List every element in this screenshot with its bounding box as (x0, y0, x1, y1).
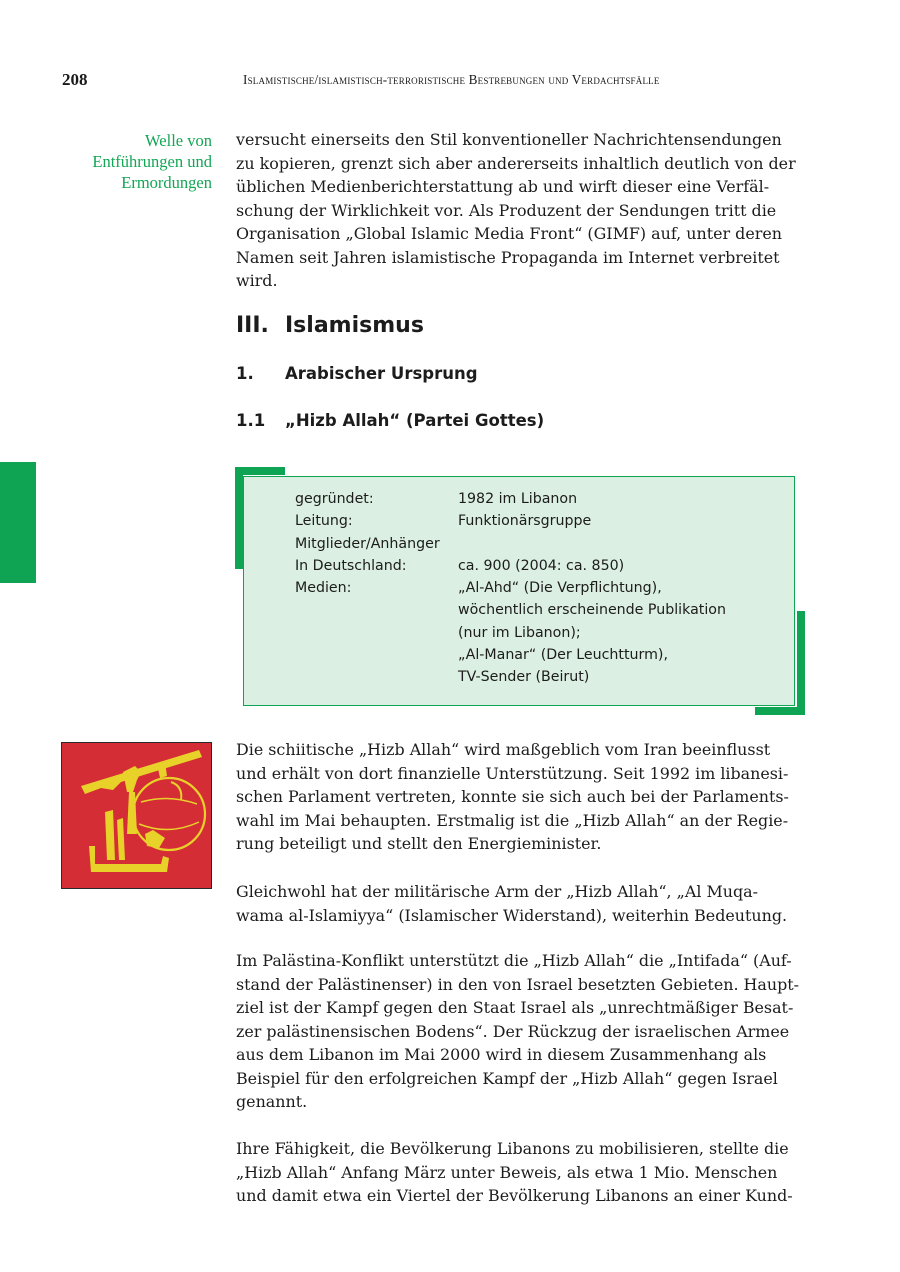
text-line: Beispiel für den erfolgreichen Kampf der „Hizb Allah“ gegen Israel (236, 1068, 778, 1088)
subsubsection-number: 1.1 (236, 411, 266, 430)
fact-table (295, 488, 726, 689)
box-corner-accent (235, 467, 243, 569)
text-line: aus dem Libanon im Mai 2000 wird in diesem Zusammenhang als (236, 1045, 767, 1064)
text-line: ziel ist der Kampf gegen den Staat Israel als „unrechtmäßiger Besat- (236, 998, 794, 1017)
fact-row (295, 533, 726, 555)
fact-row (295, 488, 726, 510)
text-line: zer palästinensischen Bodens“. Der Rückzug der israelischen Armee (236, 1021, 790, 1041)
fact-row (295, 555, 726, 577)
subsubsection-title: „Hizb Allah“ (Partei Gottes) (285, 411, 545, 430)
fact-value-line: „Al-Manar“ (Der Leuchtturm), (458, 647, 668, 664)
fact-value-line: (nur im Libanon); (458, 624, 581, 641)
subsubsection-heading (236, 411, 544, 430)
text-line: wird. (236, 271, 278, 290)
text-line: Gleichwohl hat der militärische Arm der „Hizb Allah“, „Al Muqa- (236, 882, 759, 901)
text-line: üblichen Medienberichterstattung ab und wirft dieser eine Verfäl- (236, 177, 770, 196)
page-number: 208 (62, 70, 88, 89)
text-line: schung der Wirklichkeit vor. Als Produzent der Sendungen tritt die (236, 200, 777, 220)
subsection-heading (236, 364, 478, 383)
fact-label: gegründet: (295, 491, 374, 507)
fact-label: Leitung: (295, 513, 353, 530)
fact-value (458, 555, 624, 577)
margin-note (92, 130, 212, 193)
text-line: Ihre Fähigkeit, die Bevölkerung Libanons zu mobilisieren, stellte die (236, 1139, 789, 1158)
hizb-allah-flag-logo (61, 742, 212, 889)
text-line: wama al-Islamiyya“ (Islamischer Widerstand), weiterhin Bedeutung. (236, 905, 788, 925)
text-line: „Hizb Allah“ Anfang März unter Beweis, als etwa 1 Mio. Menschen (236, 1162, 778, 1182)
text-line: versucht einerseits den Stil konventioneller Nachrichtensendungen (236, 130, 782, 149)
section-heading (236, 313, 424, 338)
running-header: Islamistische/islamistisch-terroristische Bestrebungen und Verdachtsfälle (243, 72, 660, 87)
subsection-number: 1. (236, 364, 254, 383)
text-line: und erhält von dort finanzielle Unterstützung. Seit 1992 im libanesi- (236, 763, 789, 783)
fact-row (295, 510, 726, 532)
body-paragraph (236, 880, 811, 927)
fact-value-line: Funktionärsgruppe (458, 513, 592, 530)
fact-value (458, 488, 577, 510)
text-line: Namen seit Jahren islamistische Propaganda im Internet verbreitet (236, 247, 780, 267)
text-line: schen Parlament vertreten, konnte sie sich auch bei der Parlaments- (236, 787, 789, 806)
fact-label: In Deutschland: (295, 557, 407, 574)
text-line: Im Palästina-Konflikt unterstützt die „Hizb Allah“ die „Intifada“ (Auf- (236, 951, 792, 970)
section-title: Islamismus (285, 313, 424, 338)
text-line: Die schiitische „Hizb Allah“ wird maßgeblich vom Iran beeinflusst (236, 740, 771, 759)
chapter-tab-marker (0, 462, 36, 583)
text-line: wahl im Mai behaupten. Erstmalig ist die „Hizb Allah“ an der Regie- (236, 810, 789, 830)
margin-note-line: Ermordungen (121, 173, 212, 192)
fact-row (295, 577, 726, 688)
box-corner-accent (797, 611, 805, 715)
margin-note-line: Entführungen und (92, 152, 212, 171)
fact-value-line: TV-Sender (Beirut) (458, 669, 590, 686)
text-line: und damit etwa ein Viertel der Bevölkerung Libanons an einer Kund- (236, 1186, 793, 1205)
subsection-title: Arabischer Ursprung (285, 364, 478, 383)
fact-label: Medien: (295, 580, 352, 597)
text-line: zu kopieren, grenzt sich aber andererseits inhaltlich deutlich von der (236, 153, 796, 173)
body-paragraph (236, 1137, 811, 1208)
text-line: rung beteiligt und stellt den Energieminister. (236, 834, 602, 853)
body-paragraph (236, 738, 811, 856)
section-number: III. (236, 313, 269, 338)
body-paragraph (236, 949, 811, 1114)
margin-note-line: Welle von (145, 131, 212, 150)
fact-value-line: 1982 im Libanon (458, 491, 578, 507)
fact-value-line: ca. 900 (2004: ca. 850) (458, 557, 625, 574)
fact-value-line: „Al-Ahd“ (Die Verpflichtung), (458, 580, 662, 597)
fact-value (458, 577, 726, 688)
fact-label: Mitglieder/Anhänger (295, 535, 440, 552)
fact-value (458, 510, 591, 532)
intro-paragraph (236, 128, 811, 293)
box-corner-accent (755, 707, 805, 715)
text-line: genannt. (236, 1092, 308, 1111)
fact-value-line: wöchentlich erscheinende Publikation (458, 602, 726, 619)
text-line: stand der Palästinenser) in den von Israel besetzten Gebieten. Haupt- (236, 974, 800, 994)
text-line: Organisation „Global Islamic Media Front“ (GIMF) auf, unter deren (236, 224, 782, 243)
